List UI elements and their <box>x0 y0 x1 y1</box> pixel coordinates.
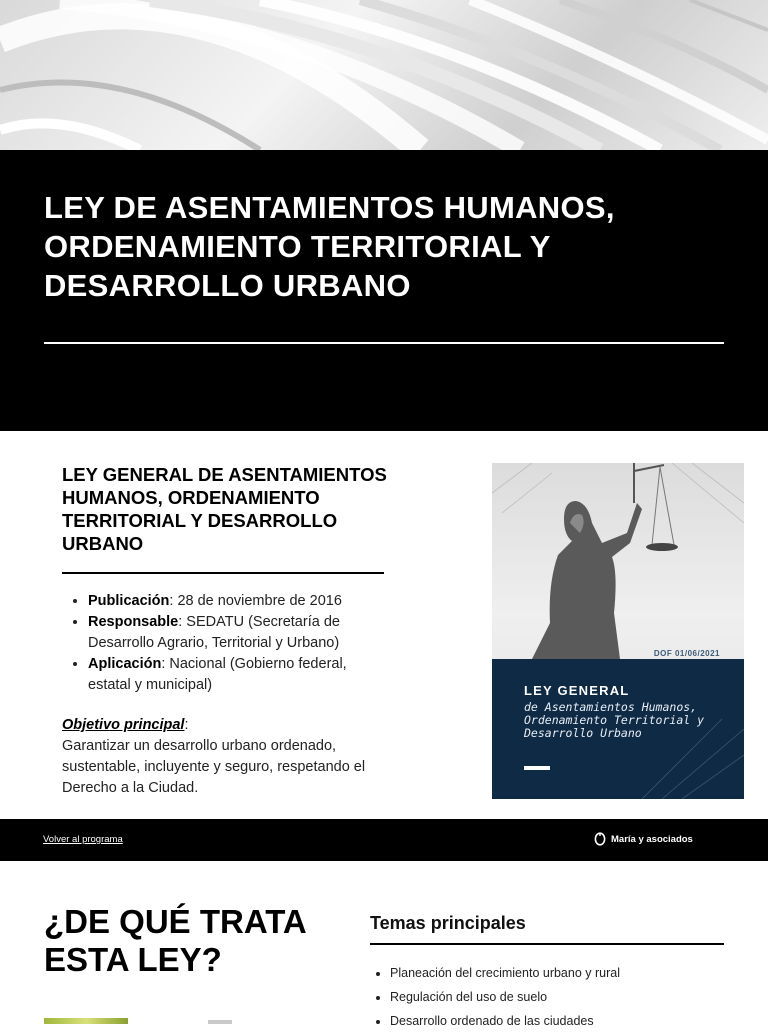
fact-value: : Nacional (Gobierno federal, estatal y municipal) <box>88 656 347 693</box>
cover-navy-panel <box>492 659 744 799</box>
law-title: LEY GENERAL DE ASENTAMIENTOS HUMANOS, ORDENAMIENTO TERRITORIAL Y DESARROLLO URBANO <box>62 464 387 554</box>
law-divider <box>62 572 384 574</box>
topic-item: • Regulación del uso de suelo <box>390 985 620 1009</box>
main-title: LEY DE ASENTAMIENTOS HUMANOS, ORDENAMIENTO TERRITORIAL Y DESARROLLO URBANO <box>44 190 615 303</box>
law-cover-image <box>492 463 744 799</box>
fact-label: Aplicación <box>88 656 162 672</box>
topics-divider <box>370 943 724 945</box>
circle-logo-icon <box>594 832 606 846</box>
topic-item: • Planeación del crecimiento urbano y rural <box>390 961 620 985</box>
topics-title: Temas principales <box>370 913 526 933</box>
image-thumbnail-edge <box>44 1018 128 1024</box>
objective-text: Garantizar un desarrollo urbano ordenado, sustentable, incluyente y seguro, respetando el Derecho a la Ciudad. <box>62 738 366 796</box>
fact-aplicacion <box>88 654 392 696</box>
hero-architecture-image <box>0 0 768 150</box>
cover-accent-mark <box>524 766 550 770</box>
back-to-program-link[interactable]: Volver al programa <box>43 834 123 845</box>
fact-label: Responsable <box>88 614 179 630</box>
fact-responsable <box>88 612 392 654</box>
objective-block <box>62 715 392 799</box>
fact-value: : 28 de noviembre de 2016 <box>169 593 342 609</box>
objective-colon: : <box>184 717 189 733</box>
title-divider <box>44 342 724 344</box>
law-facts-list <box>62 591 392 696</box>
fact-publicacion <box>88 591 392 612</box>
title-band <box>0 150 768 431</box>
brand-name: María y asociados <box>611 833 693 845</box>
cover-heading: LEY GENERAL <box>524 683 630 698</box>
fact-label: Publicación <box>88 593 170 609</box>
image-thumbnail-edge <box>208 1020 232 1024</box>
brand <box>594 832 693 846</box>
topics-list <box>370 961 620 1033</box>
cover-subtitle: de Asentamientos Humanos, Ordenamiento Territorial y Desarrollo Urbano <box>524 700 705 740</box>
section-title: ¿DE QUÉ TRATA ESTA LEY? <box>44 903 306 978</box>
fact-value: : SEDATU (Secretaría de Desarrollo Agrario, Territorial y Urbano) <box>88 614 340 651</box>
footer-bar <box>0 819 768 861</box>
topic-item: • Desarrollo ordenado de las ciudades <box>390 1009 620 1033</box>
cover-dof-date: DOF 01/06/2021 <box>653 649 720 658</box>
objective-label: Objetivo principal <box>62 717 185 733</box>
